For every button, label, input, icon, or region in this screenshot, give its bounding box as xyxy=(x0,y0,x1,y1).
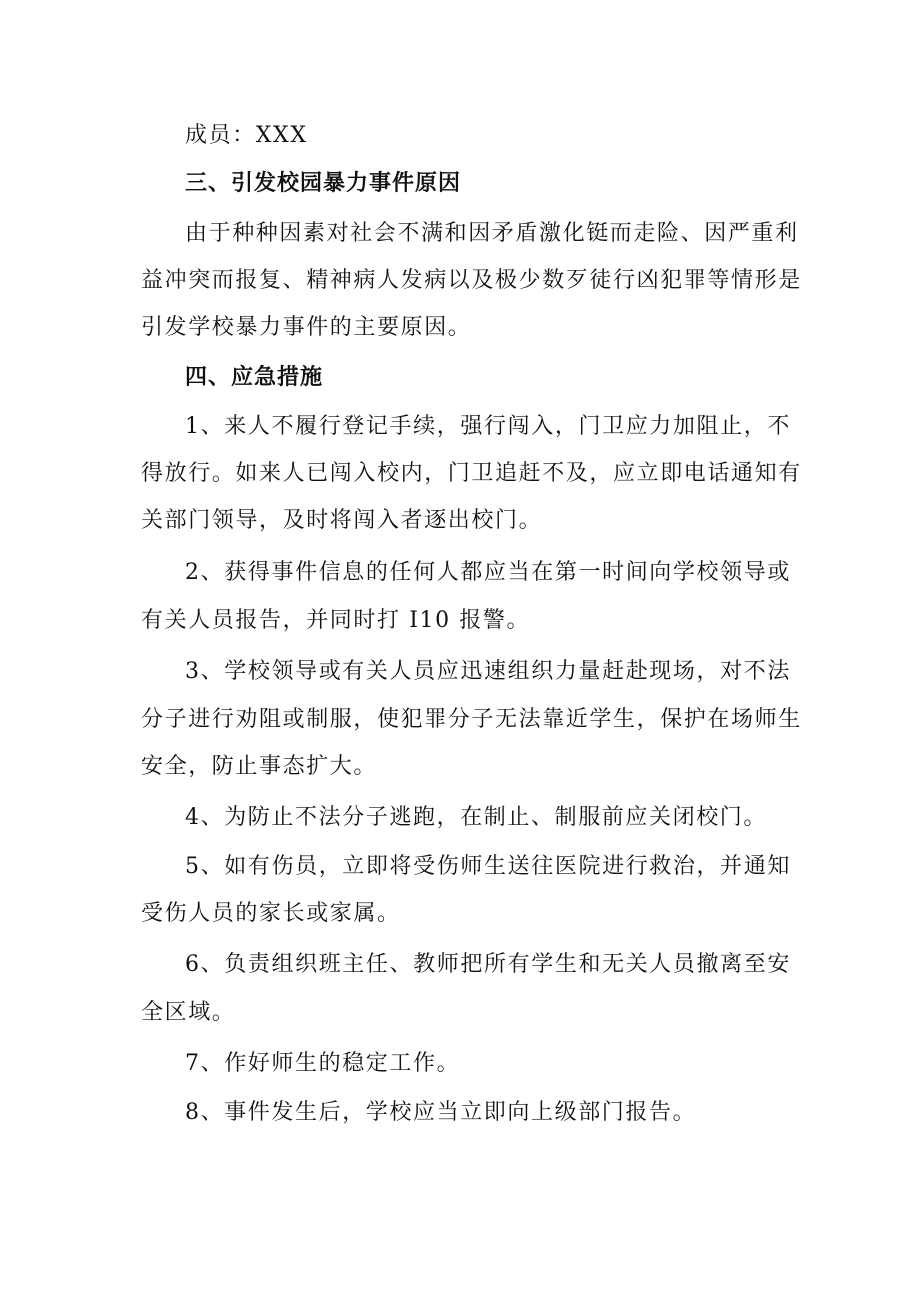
measure-item-line: 全区域。 xyxy=(141,1000,236,1025)
measure-item-line: 1、来人不履行登记手续，强行闯入，门卫应力加阻止，不 xyxy=(185,414,791,439)
measure-item-line: 关部门领导，及时将闯入者逐出校门。 xyxy=(141,508,543,533)
measure-item-line: 2、获得事件信息的任何人都应当在第一时间向学校领导或 xyxy=(185,560,791,585)
measure-item-line: 7、作好师生的稳定工作。 xyxy=(185,1051,461,1076)
measure-item-line: 8、事件发生后，学校应当立即向上级部门报告。 xyxy=(185,1100,697,1125)
section-3-heading: 三、引发校园暴力事件原因 xyxy=(185,171,462,196)
measure-item-line: 5、如有伤员，立即将受伤师生送往医院进行救治，并通知 xyxy=(185,854,791,879)
measure-item-line: 分子进行劝阻或制服，使犯罪分子无法靠近学生，保护在场师生 xyxy=(141,707,802,732)
measure-item-line: 4、为防止不法分子逃跑，在制止、制服前应关闭校门。 xyxy=(185,805,767,830)
measure-item-line: 6、负责组织班主任、教师把所有学生和无关人员撤离至安 xyxy=(185,952,791,977)
measure-item-line: 安全，防止事态扩大。 xyxy=(141,754,378,779)
section-3-paragraph-line: 益冲突而报复、精神病人发病以及极少数歹徒行凶犯罪等情形是 xyxy=(141,268,802,293)
measure-item-line: 受伤人员的家长或家属。 xyxy=(141,901,401,926)
measure-item-line: 得放行。如来人已闯入校内，门卫追赶不及，应立即电话通知有 xyxy=(141,461,802,486)
measure-item-line: 有关人员报告，并同时打 I10 报警。 xyxy=(141,608,531,633)
section-3-paragraph-line: 由于种种因素对社会不满和因矛盾激化铤而走险、因严重利 xyxy=(185,221,799,246)
section-3-paragraph-line: 引发学校暴力事件的主要原因。 xyxy=(141,315,472,340)
measure-item-line: 3、学校领导或有关人员应迅速组织力量赶赴现场，对不法 xyxy=(185,659,791,684)
member-line: 成员：XXX xyxy=(185,123,308,148)
section-4-heading: 四、应急措施 xyxy=(185,365,324,390)
